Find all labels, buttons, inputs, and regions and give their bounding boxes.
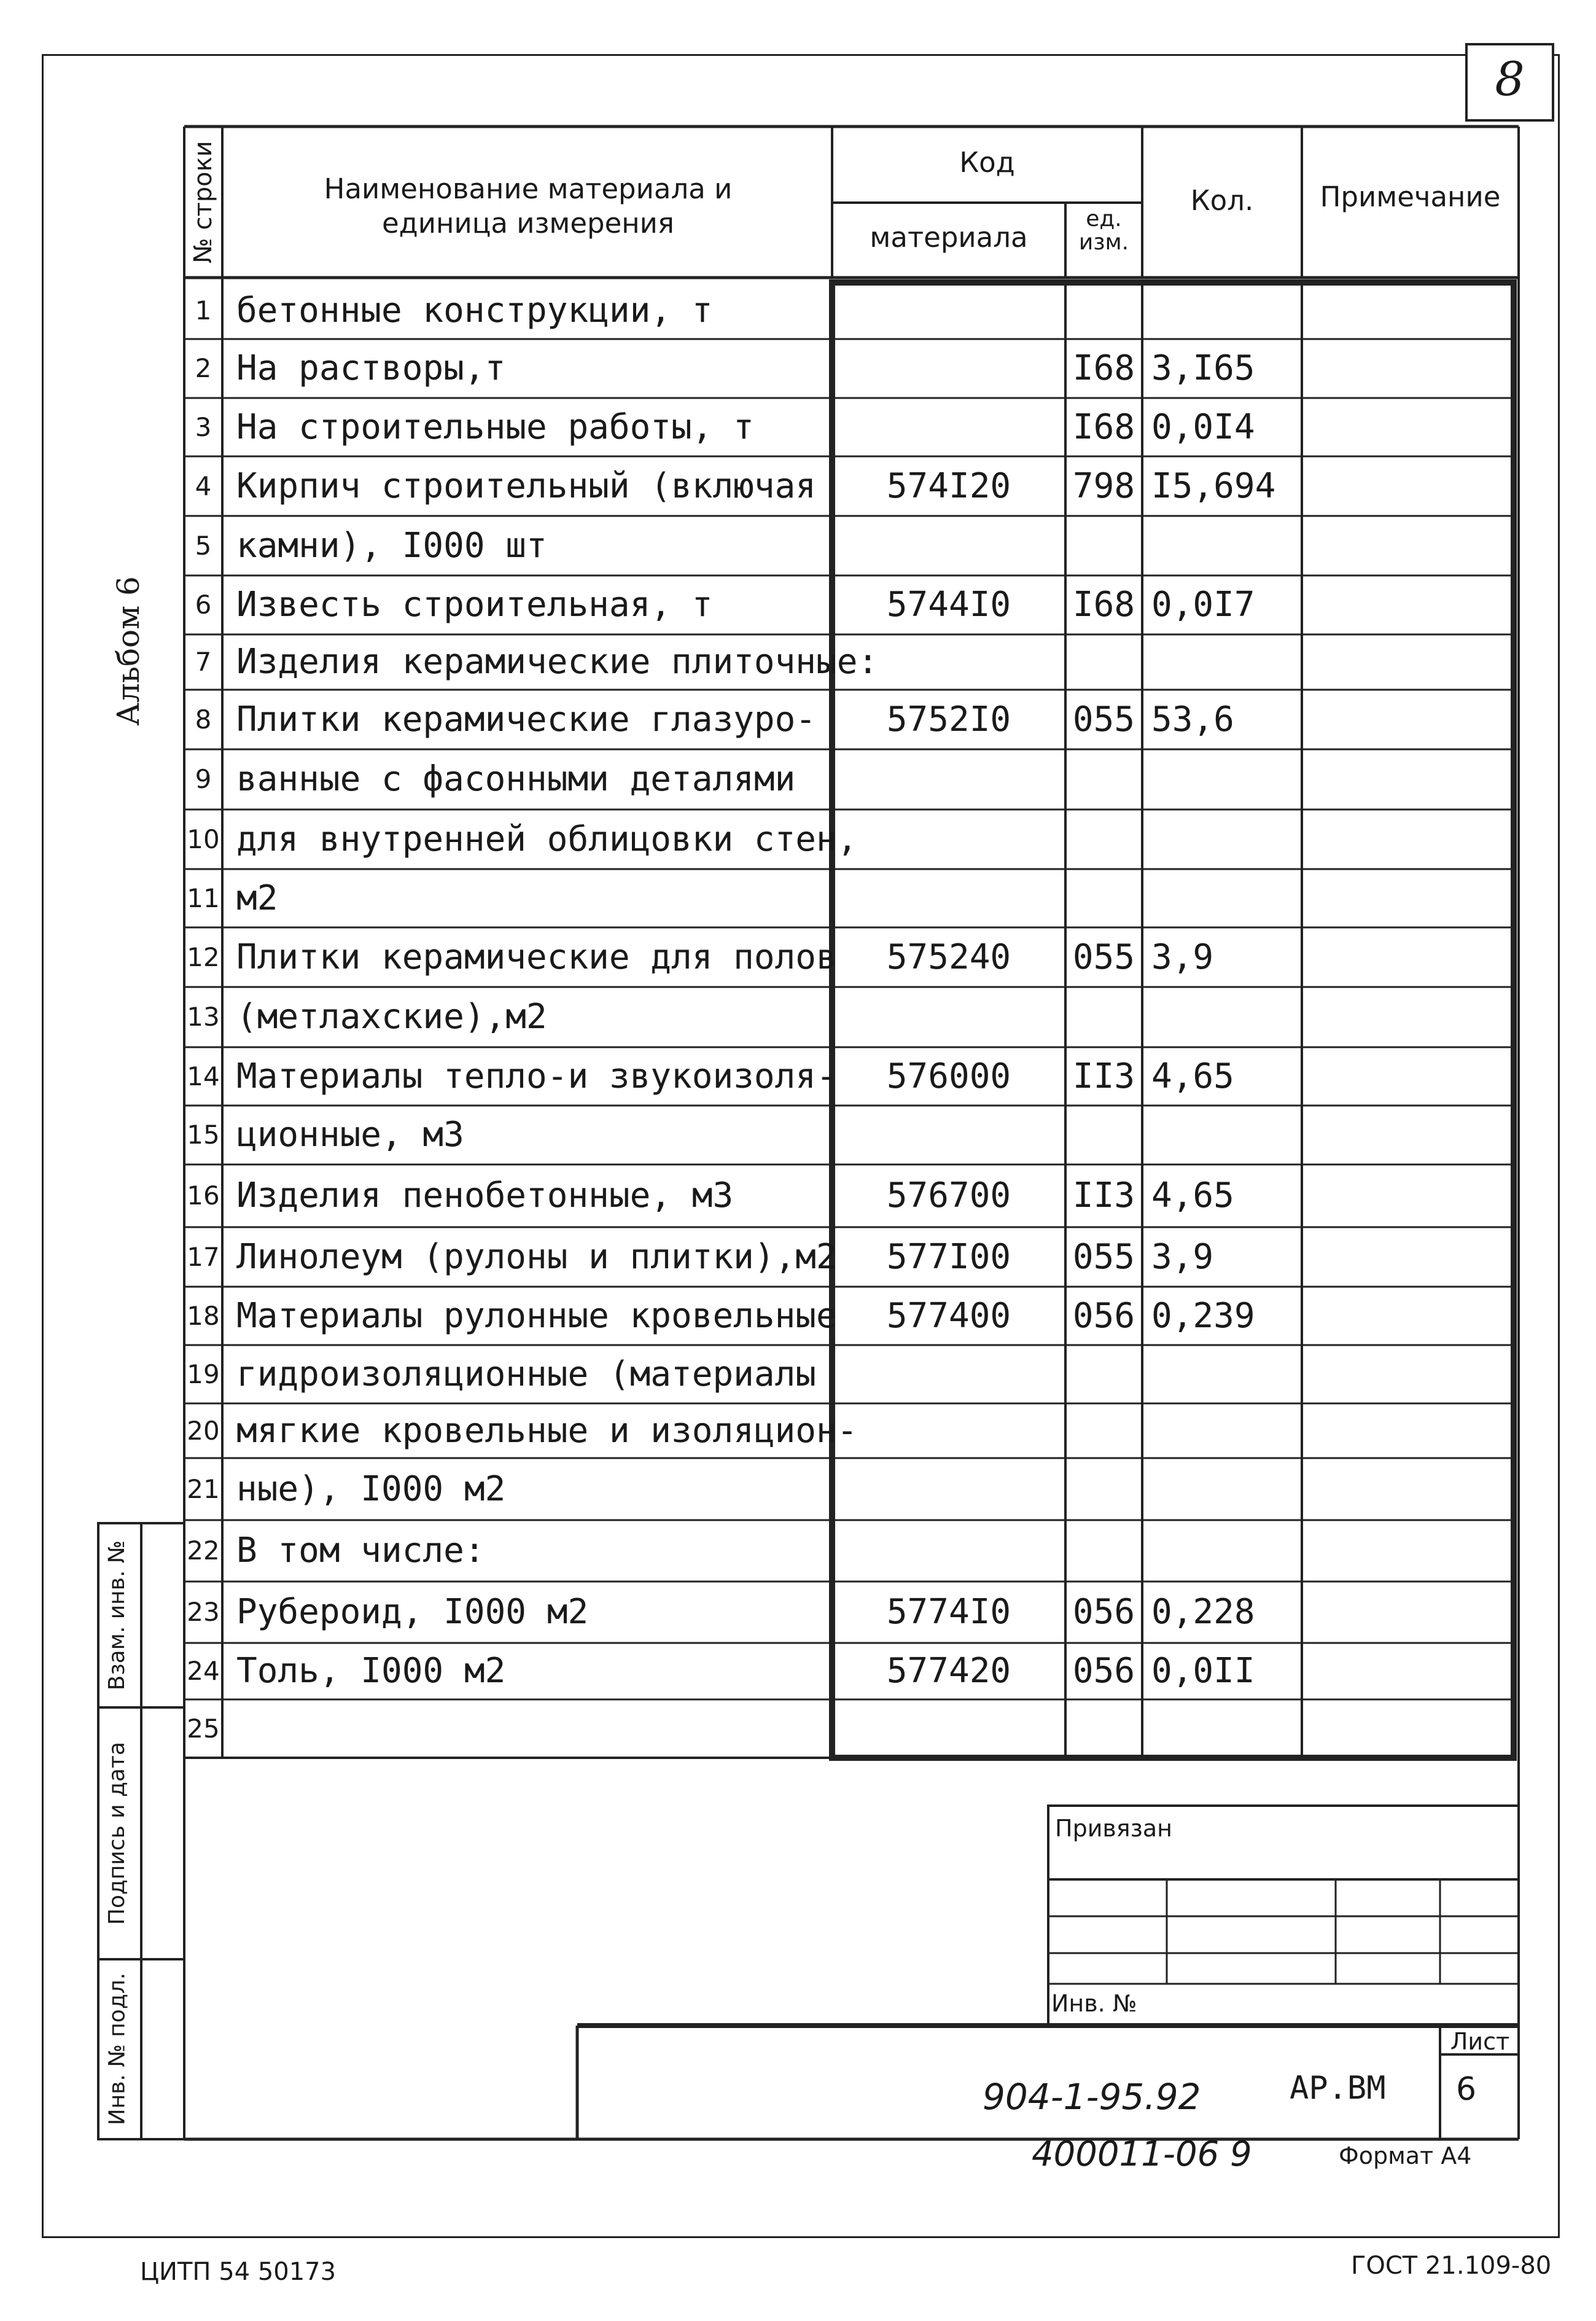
row-material-name: На растворы,т [236, 348, 506, 388]
row-material-code: 577400 [886, 1296, 1011, 1336]
row-material-code: 5752I0 [886, 700, 1011, 739]
row-number: 9 [195, 764, 212, 794]
table-row [184, 1403, 1514, 1458]
row-material-code [832, 1403, 1065, 1458]
row-note [1302, 1643, 1514, 1699]
row-quantity [1151, 1458, 1302, 1520]
header-name: Наименование материала и единица измерения [324, 173, 733, 240]
row-unit-code: I68 [1072, 348, 1135, 388]
row-unit-code: 055 [1072, 937, 1135, 977]
table-row [184, 456, 1514, 516]
row-material-name: Изделия пенобетонные, м3 [236, 1176, 734, 1215]
row-note [1302, 1520, 1514, 1582]
row-material-name: Материалы тепло-и звукоизоля- [236, 1056, 837, 1096]
table-row [184, 1106, 1514, 1164]
row-material-name [236, 1699, 851, 1758]
row-material-name: В том числе: [236, 1531, 485, 1570]
row-number: 16 [187, 1180, 220, 1211]
row-note [1302, 283, 1514, 339]
row-material-name: Толь, I000 м2 [236, 1651, 506, 1691]
row-note [1302, 339, 1514, 398]
row-material-code [832, 809, 1065, 869]
row-number: 20 [187, 1416, 220, 1446]
row-quantity: 0,0II [1151, 1651, 1255, 1691]
table-row [184, 749, 1514, 809]
row-quantity: 53,6 [1151, 700, 1234, 739]
footer-right: ГОСТ 21.109-80 [1351, 2252, 1552, 2280]
row-note [1302, 456, 1514, 516]
row-note [1302, 516, 1514, 575]
row-material-code: 577420 [886, 1651, 1011, 1691]
side-inv-podl: Инв. № подл. [104, 1972, 130, 2126]
row-quantity [1151, 1403, 1302, 1458]
row-unit-code: 056 [1072, 1592, 1135, 1632]
header-note: Примечание [1320, 181, 1501, 213]
table-row [184, 1047, 1514, 1106]
row-material-name: бетонные конструкции, т [236, 291, 713, 330]
row-unit-code [1065, 987, 1142, 1047]
row-material-code: 576700 [886, 1176, 1011, 1215]
table-row [184, 1227, 1514, 1287]
row-material-code: 575240 [886, 937, 1011, 977]
row-material-code [832, 987, 1065, 1047]
row-material-name: камни), I000 шт [236, 526, 547, 566]
row-unit-code [1065, 1345, 1142, 1403]
row-note [1302, 1164, 1514, 1227]
row-material-name: Рубероид, I000 м2 [236, 1592, 589, 1632]
row-number: 19 [187, 1359, 220, 1389]
row-number: 15 [187, 1120, 220, 1150]
row-material-code [832, 516, 1065, 575]
header-row-no-cell [184, 127, 222, 278]
row-material-name: для внутренней облицовки стен, [236, 819, 858, 859]
table-row [184, 339, 1514, 398]
row-quantity: 4,65 [1151, 1176, 1234, 1215]
row-number: 13 [187, 1002, 220, 1032]
album-label: Альбом 6 [111, 576, 146, 726]
row-material-name: ванные с фасонными деталями [236, 759, 796, 799]
table-row [184, 1345, 1514, 1403]
row-quantity [1151, 987, 1302, 1047]
row-material-code [832, 283, 1065, 339]
row-unit-code [1065, 1403, 1142, 1458]
row-quantity: 0,228 [1151, 1592, 1255, 1632]
row-material-code: 5774I0 [886, 1592, 1011, 1632]
row-material-code [832, 1458, 1065, 1520]
side-podpis: Подпись и дата [104, 1741, 130, 1925]
header-code-unit: ед. изм. [1078, 206, 1129, 255]
row-number: 6 [195, 590, 212, 620]
row-note [1302, 749, 1514, 809]
header-qty: Кол. [1190, 184, 1254, 217]
row-material-name: гидроизоляционные (материалы [236, 1354, 817, 1394]
row-material-code [832, 1345, 1065, 1403]
table-row [184, 1458, 1514, 1520]
row-material-code: 5744I0 [886, 585, 1011, 625]
row-quantity: 4,65 [1151, 1056, 1234, 1096]
row-material-name: Известь строительная, т [236, 585, 713, 625]
row-material-name: Кирпич строительный (включая [236, 466, 817, 506]
row-quantity: 3,I65 [1151, 348, 1255, 388]
row-material-name: ционные, м3 [236, 1115, 464, 1155]
row-unit-code [1065, 809, 1142, 869]
row-unit-code: 798 [1072, 466, 1135, 506]
row-quantity [1151, 1699, 1302, 1758]
row-unit-code: 056 [1072, 1651, 1135, 1691]
row-material-code [832, 398, 1065, 456]
row-unit-code: 055 [1072, 700, 1135, 739]
stamp-list-label: Лист [1450, 2028, 1510, 2055]
row-quantity [1151, 634, 1302, 690]
row-note [1302, 927, 1514, 987]
row-quantity [1151, 1345, 1302, 1403]
row-unit-code: II3 [1072, 1176, 1135, 1215]
row-number: 10 [187, 824, 220, 854]
table-row [184, 283, 1514, 339]
row-unit-code [1065, 516, 1142, 575]
row-number: 23 [187, 1597, 220, 1627]
row-note [1302, 575, 1514, 634]
row-material-name: На строительные работы, т [236, 407, 754, 447]
table-row [184, 398, 1514, 456]
row-quantity [1151, 1106, 1302, 1164]
row-number: 3 [195, 412, 212, 442]
stamp-list-value: 6 [1455, 2071, 1477, 2108]
format-label: Формат А4 [1339, 2142, 1472, 2169]
sheet-number: 8 [1495, 52, 1525, 106]
row-number: 17 [187, 1242, 220, 1272]
stamp-inv-no: Инв. № [1051, 1990, 1137, 2017]
row-material-code [832, 1106, 1065, 1164]
table-row [184, 1164, 1514, 1227]
row-unit-code [1065, 1106, 1142, 1164]
row-number: 12 [187, 942, 220, 972]
row-note [1302, 1345, 1514, 1403]
table-row [184, 1520, 1514, 1582]
row-note [1302, 987, 1514, 1047]
row-note [1302, 809, 1514, 869]
row-material-name: м2 [236, 878, 278, 918]
row-note [1302, 1403, 1514, 1458]
row-number: 14 [187, 1061, 220, 1091]
stamp-doc-code: АР.ВМ [1290, 2070, 1386, 2107]
row-unit-code [1065, 1520, 1142, 1582]
row-material-code [832, 1699, 1065, 1758]
row-unit-code [1065, 1699, 1142, 1758]
row-unit-code: 055 [1072, 1237, 1135, 1277]
table-row [184, 987, 1514, 1047]
header-code-material: материала [870, 221, 1028, 254]
row-number: 24 [187, 1656, 220, 1686]
row-number: 2 [195, 353, 212, 383]
row-material-code: 576000 [886, 1056, 1011, 1096]
row-quantity: 0,239 [1151, 1296, 1255, 1336]
row-number: 8 [195, 704, 212, 735]
row-material-name: Линолеум (рулоны и плитки),м2 [236, 1237, 837, 1277]
row-unit-code [1065, 749, 1142, 809]
row-quantity [1151, 283, 1302, 339]
table-row [184, 690, 1514, 749]
row-unit-code [1065, 1458, 1142, 1520]
row-quantity: 0,0I7 [1151, 585, 1255, 625]
row-material-code: 577I00 [886, 1237, 1011, 1277]
row-number: 22 [187, 1535, 220, 1566]
row-note [1302, 398, 1514, 456]
row-material-code [832, 749, 1065, 809]
row-material-name: Материалы рулонные кровельные [236, 1296, 837, 1336]
row-number: 11 [187, 883, 220, 913]
header-code: Код [959, 146, 1015, 179]
row-quantity: 3,9 [1151, 937, 1214, 977]
stamp-doc-number: 904-1-95.92 [983, 2076, 1201, 2118]
table-row [184, 927, 1514, 987]
row-note [1302, 869, 1514, 927]
stamp-privyazan: Привязан [1055, 1815, 1172, 1842]
row-note [1302, 1458, 1514, 1520]
row-unit-code: 056 [1072, 1296, 1135, 1336]
row-material-name: Изделия керамические плиточные: [236, 642, 879, 682]
row-unit-code [1065, 869, 1142, 927]
row-number: 5 [195, 531, 212, 561]
header-row-no: № строки [189, 141, 217, 263]
row-material-code [832, 634, 1065, 690]
table-row [184, 1699, 1514, 1758]
row-number: 21 [187, 1474, 220, 1504]
row-unit-code: I68 [1072, 407, 1135, 447]
row-unit-code: II3 [1072, 1056, 1135, 1096]
row-material-code: 574I20 [886, 466, 1011, 506]
row-quantity [1151, 869, 1302, 927]
row-number: 7 [195, 647, 212, 677]
row-note [1302, 1699, 1514, 1758]
row-note [1302, 690, 1514, 749]
row-material-code [832, 869, 1065, 927]
table-row [184, 634, 1514, 690]
table-row [184, 516, 1514, 575]
row-material-code [832, 1520, 1065, 1582]
row-quantity [1151, 749, 1302, 809]
row-quantity [1151, 516, 1302, 575]
row-material-name: ные), I000 м2 [236, 1469, 506, 1509]
row-note [1302, 1227, 1514, 1287]
row-quantity: 3,9 [1151, 1237, 1214, 1277]
side-inv-cell [98, 1959, 141, 2139]
row-note [1302, 1047, 1514, 1106]
row-quantity: 0,0I4 [1151, 407, 1255, 447]
table-row [184, 1287, 1514, 1345]
row-material-name: (метлахские),м2 [236, 997, 547, 1037]
table-row [184, 869, 1514, 927]
footer-left: ЦИТП 54 50173 [140, 2258, 337, 2286]
side-vzam-cell [98, 1523, 141, 1707]
row-unit-code: I68 [1072, 585, 1135, 625]
row-unit-code [1065, 283, 1142, 339]
handwritten-inventory: 400011-06 9 [1032, 2134, 1252, 2174]
row-quantity: I5,694 [1151, 466, 1276, 506]
row-number: 4 [195, 471, 212, 501]
table-row [184, 809, 1514, 869]
row-quantity [1151, 1520, 1302, 1582]
row-number: 1 [195, 295, 212, 326]
side-podpis-cell [98, 1707, 141, 1959]
side-vzam: Взам. инв. № [104, 1540, 130, 1691]
row-material-name: Плитки керамические для полов [236, 937, 837, 977]
row-note [1302, 1582, 1514, 1643]
row-material-name: мягкие кровельные и изоляцион- [236, 1411, 858, 1451]
row-note [1302, 1106, 1514, 1164]
row-material-name: Плитки керамические глазуро- [236, 700, 817, 739]
table-row [184, 1643, 1514, 1699]
row-number: 25 [187, 1714, 220, 1744]
row-note [1302, 634, 1514, 690]
row-material-code [832, 339, 1065, 398]
row-note [1302, 1287, 1514, 1345]
table-row [184, 575, 1514, 634]
row-quantity [1151, 809, 1302, 869]
table-row [184, 1582, 1514, 1643]
row-unit-code [1065, 634, 1142, 690]
row-number: 18 [187, 1301, 220, 1331]
